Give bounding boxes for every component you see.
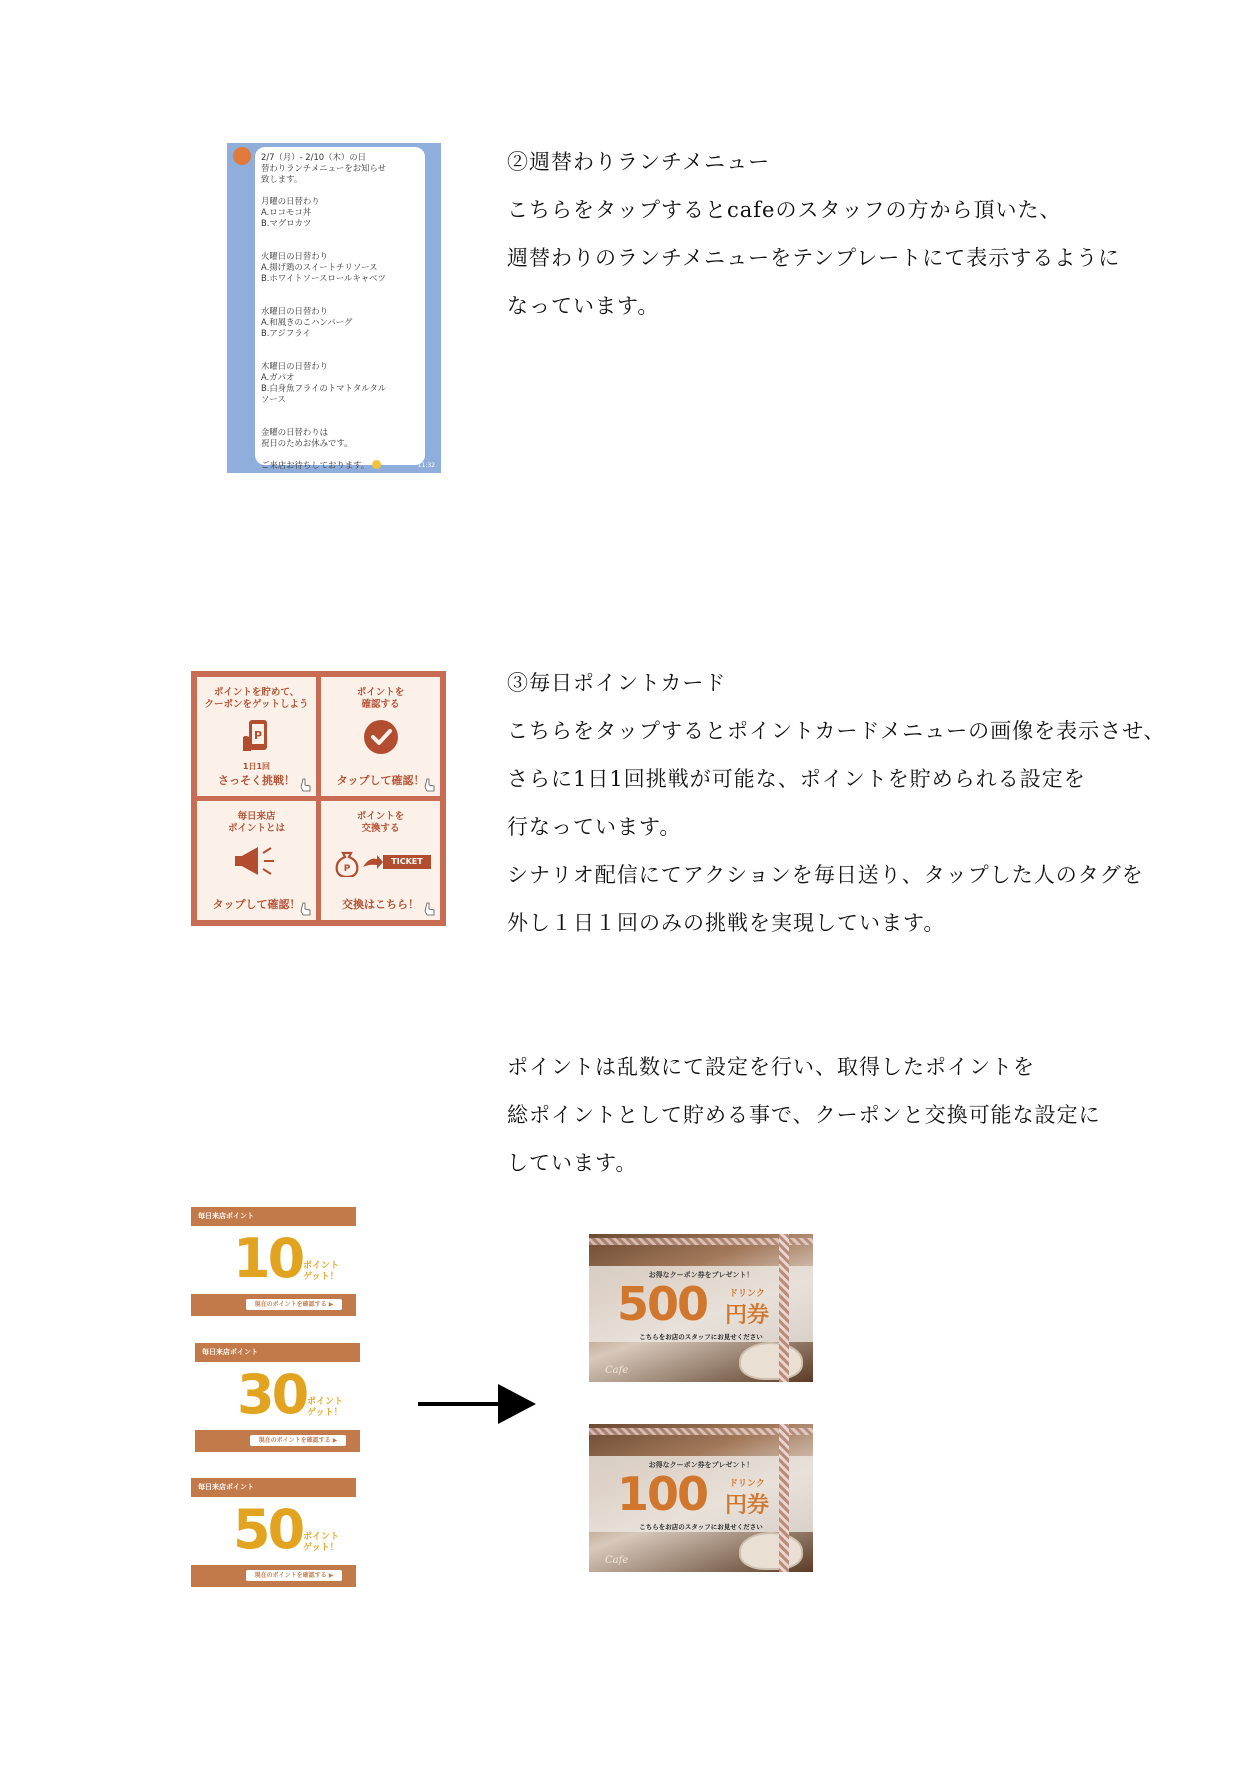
tile-heading-line: 交換する <box>361 823 400 834</box>
tile-challenge[interactable] <box>197 677 316 796</box>
tile-check-points[interactable] <box>321 677 440 796</box>
lunch-menu-chat-screenshot <box>227 143 441 473</box>
coupon-yen-label: 円券 <box>725 1493 770 1518</box>
tile-heading-line: 毎日来店 <box>237 811 276 822</box>
point-banner-header: 毎日来店ポイント <box>195 1343 360 1362</box>
coupon-subtitle: お得なクーポン券をプレゼント！ <box>648 1461 754 1469</box>
ribbon-vertical <box>779 1424 789 1572</box>
chat-line-text: ご来店お待ちしております。 <box>261 460 370 470</box>
chat-line: 月曜の日替わり <box>261 196 320 206</box>
tile-heading-line: ポイントを貯めて、 <box>213 687 300 698</box>
chat-line <box>261 240 419 251</box>
ticket-label: TICKET <box>383 855 431 869</box>
section-3-line: シナリオ配信にてアクションを毎日送り、タップした人のタグを <box>507 863 1144 887</box>
point-value: 10 <box>233 1227 303 1290</box>
pointing-hand-icon <box>424 778 436 792</box>
section-4-line: ポイントは乱数にて設定を行い、取得したポイントを <box>507 1055 1035 1079</box>
point-get-label <box>303 1261 339 1283</box>
section-3-description <box>507 659 1166 947</box>
cafe-avatar <box>233 147 251 165</box>
coupon-amount: 100 <box>617 1467 708 1521</box>
tile-heading <box>321 687 440 711</box>
tile-footer: さっそく挑戦！ <box>218 774 295 787</box>
coupon-brand: Cafe <box>605 1365 629 1376</box>
smile-emoji-icon <box>372 460 381 469</box>
section-3-title: ③毎日ポイントカード <box>507 671 727 695</box>
tile-footer: タップして確認！ <box>336 774 425 787</box>
point-get-line: ゲット！ <box>303 1543 339 1553</box>
chat-line <box>261 449 419 460</box>
smartphone-icon <box>240 719 274 755</box>
coffee-cup-icon <box>739 1532 803 1570</box>
chat-line: 替わりランチメニューをお知らせ <box>261 163 387 173</box>
chat-line: A.ガパオ <box>261 372 295 382</box>
chat-line: 祝日のためお休みです。 <box>261 438 353 448</box>
tile-about-points[interactable] <box>197 801 316 920</box>
tile-heading-line: ポイントを <box>356 687 405 698</box>
point-banner-50 <box>191 1478 356 1587</box>
section-2-line: なっています。 <box>507 294 660 318</box>
coupon-note: こちらをお店のスタッフにお見せください <box>639 1523 763 1531</box>
coupon-note: こちらをお店のスタッフにお見せください <box>639 1333 763 1341</box>
coupon-subtitle: お得なクーポン券をプレゼント！ <box>648 1271 754 1279</box>
point-banner-30 <box>195 1343 360 1452</box>
section-4-line: しています。 <box>507 1151 638 1175</box>
chat-line: 金曜の日替わりは <box>261 427 328 437</box>
point-banner-header: 毎日来店ポイント <box>191 1207 356 1226</box>
point-banner-footer <box>191 1294 356 1316</box>
coupon-brand: Cafe <box>605 1555 629 1566</box>
section-4-line: 総ポイントとして貯める事で、クーポンと交換可能な設定に <box>507 1103 1101 1127</box>
check-points-button[interactable]: 現在のポイントを確認する ▶ <box>250 1435 346 1446</box>
tile-heading <box>197 811 316 835</box>
chat-timestamp: 11:32 <box>417 462 435 469</box>
section-2-description <box>507 138 1120 330</box>
chat-line <box>261 350 419 361</box>
point-get-line: ポイント <box>307 1397 344 1407</box>
tile-heading-line: ポイントとは <box>227 823 285 834</box>
point-card-menu <box>191 671 446 926</box>
chat-line <box>261 416 419 427</box>
chat-line: A.和風きのこハンバーグ <box>261 317 353 327</box>
chat-line: B.白身魚フライのトマトタルタル <box>261 383 387 393</box>
tile-heading <box>197 687 316 711</box>
chat-line: 木曜日の日替わり <box>261 361 328 371</box>
section-2-line: こちらをタップするとcafeのスタッフの方から頂いた、 <box>507 198 1062 222</box>
chat-line <box>261 229 419 240</box>
tile-heading-line: 確認する <box>361 699 400 710</box>
chat-line: 水曜日の日替わり <box>261 306 328 316</box>
point-banner-header: 毎日来店ポイント <box>191 1478 356 1497</box>
svg-text:P: P <box>343 864 350 874</box>
coupon-amount: 500 <box>617 1277 708 1331</box>
chat-line: 2/7（月）- 2/10（木）の日 <box>261 152 366 162</box>
coupon-drink-label: ドリンク <box>729 1479 765 1489</box>
tile-heading-line: クーポンをゲットしよう <box>204 699 309 710</box>
point-value: 50 <box>233 1498 303 1561</box>
check-points-button[interactable]: 現在のポイントを確認する ▶ <box>246 1299 342 1310</box>
point-get-line: ゲット！ <box>307 1408 343 1418</box>
megaphone-icon <box>232 843 282 879</box>
svg-text:P: P <box>253 729 262 742</box>
coupon-500 <box>589 1234 813 1382</box>
ribbon-vertical <box>779 1234 789 1382</box>
point-banner-footer <box>195 1430 360 1452</box>
point-get-line: ゲット！ <box>303 1272 339 1282</box>
chat-line <box>261 295 419 306</box>
chat-line <box>261 405 419 416</box>
pointing-hand-icon <box>300 778 312 792</box>
section-2-line: 週替わりのランチメニューをテンプレートにて表示するように <box>507 246 1121 270</box>
check-circle-icon <box>363 719 399 755</box>
coupon-drink-label: ドリンク <box>729 1289 765 1299</box>
chat-line <box>261 185 419 196</box>
tile-footer: 交換はこちら！ <box>342 898 419 911</box>
chat-line: B.アジフライ <box>261 328 311 338</box>
section-3-line: さらに1日1回挑戦が可能な、ポイントを貯められる設定を <box>507 767 1086 791</box>
coupon-yen-label: 円券 <box>725 1303 770 1328</box>
section-4-description <box>507 1043 1101 1187</box>
point-get-label <box>303 1532 339 1554</box>
point-value: 30 <box>237 1363 307 1426</box>
chat-line: 致します。 <box>261 174 303 184</box>
chat-line <box>261 284 419 295</box>
chat-line: A.揚げ鶏のスイートチリソース <box>261 262 378 272</box>
coupon-100 <box>589 1424 813 1572</box>
point-get-line: ポイント <box>303 1532 340 1542</box>
chat-line: 火曜日の日替わり <box>261 251 328 261</box>
point-banner-10 <box>191 1207 356 1316</box>
chat-line: B.マグロカツ <box>261 218 312 228</box>
chat-line <box>261 460 419 471</box>
arrow-right-icon <box>418 1382 538 1426</box>
chat-message-bubble <box>255 147 425 470</box>
chat-line: A.ロコモコ丼 <box>261 207 312 217</box>
section-3-line: 外し１日１回のみの挑戦を実現しています。 <box>507 911 946 935</box>
point-banner-footer <box>191 1565 356 1587</box>
check-points-button[interactable]: 現在のポイントを確認する ▶ <box>246 1570 342 1581</box>
pointing-hand-icon <box>300 902 312 916</box>
point-get-line: ポイント <box>303 1261 340 1271</box>
tile-heading <box>321 811 440 835</box>
coffee-cup-icon <box>739 1342 803 1380</box>
tile-footer: タップして確認！ <box>212 898 301 911</box>
section-3-line: こちらをタップするとポイントカードメニューの画像を表示させ、 <box>507 719 1166 743</box>
section-2-title: ②週替わりランチメニュー <box>507 150 771 174</box>
pointing-hand-icon <box>424 902 436 916</box>
tile-exchange-points[interactable] <box>321 801 440 920</box>
tile-small-label: 1日1回 <box>242 762 271 771</box>
chat-line <box>261 339 419 350</box>
chat-line: ソース <box>261 394 286 404</box>
tile-heading-line: ポイントを <box>356 811 405 822</box>
chat-line: B.ホワイトソースロールキャベツ <box>261 273 386 283</box>
point-get-label <box>307 1397 343 1419</box>
section-3-line: 行なっています。 <box>507 815 682 839</box>
